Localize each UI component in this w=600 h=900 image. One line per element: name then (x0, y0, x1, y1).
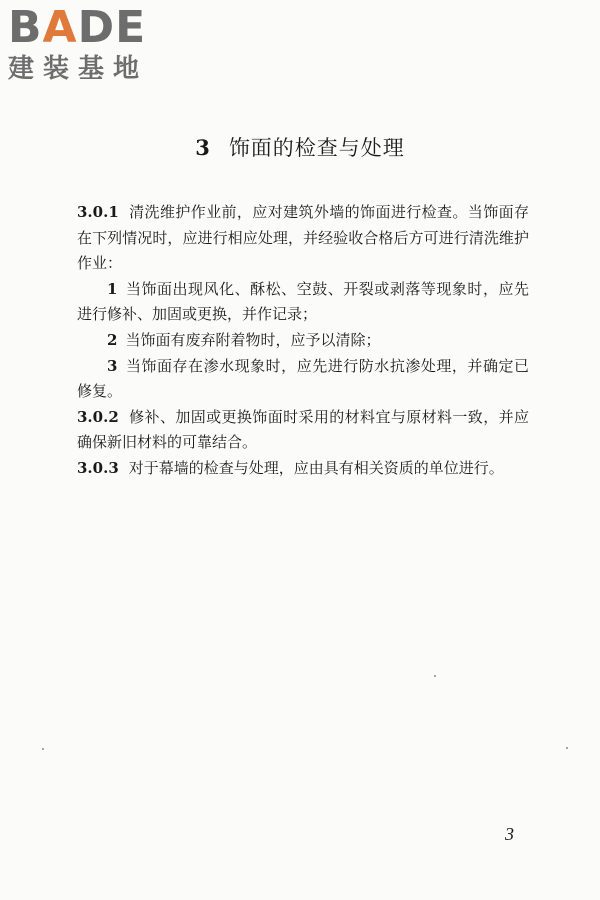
clause-3-0-1 (77, 200, 529, 277)
clause-number: 3.0.1 (77, 203, 119, 221)
section-title-text: 饰面的检查与处理 (228, 136, 405, 160)
section-title (0, 134, 600, 162)
item-text: 当饰面有废弃附着物时，应予以清除； (125, 330, 381, 349)
clause-3-0-2 (77, 405, 529, 456)
section-number: 3 (195, 135, 211, 160)
scan-speck (42, 748, 44, 750)
list-item (77, 354, 529, 405)
scan-speck (434, 675, 436, 677)
list-item (77, 277, 529, 328)
logo-chinese-name: 建装基地 (8, 54, 149, 84)
item-text: 当饰面出现风化、酥松、空鼓、开裂或剥落等现象时，应先进行修补、加固或更换，并作记录； (77, 279, 529, 324)
page-number: 3 (505, 824, 514, 844)
list-item (77, 328, 529, 354)
clause-text: 修补、加固或更换饰面时采用的材料宜与原材料一致，并应确保新旧材料的可靠结合。 (77, 407, 529, 452)
clause-number: 3.0.2 (77, 407, 119, 426)
logo-wordmark: BADE (8, 2, 147, 53)
item-text: 当饰面存在渗水现象时，应先进行防水抗渗处理，并确定已修复。 (77, 356, 529, 401)
clause-3-0-3 (77, 456, 529, 482)
item-number: 3 (107, 356, 118, 375)
item-number: 1 (107, 279, 118, 298)
scan-speck (566, 747, 568, 749)
item-number: 2 (107, 330, 118, 349)
document-body (77, 200, 529, 482)
brand-logo (8, 4, 178, 84)
clause-text: 对于幕墙的检查与处理，应由具有相关资质的单位进行。 (128, 458, 504, 477)
clause-text: 清洗维护作业前，应对建筑外墙的饰面进行检查。当饰面存在下列情况时，应进行相应处理，并经验收合格后方可进行清洗维护作业： (77, 203, 529, 273)
clause-number: 3.0.3 (77, 458, 119, 477)
